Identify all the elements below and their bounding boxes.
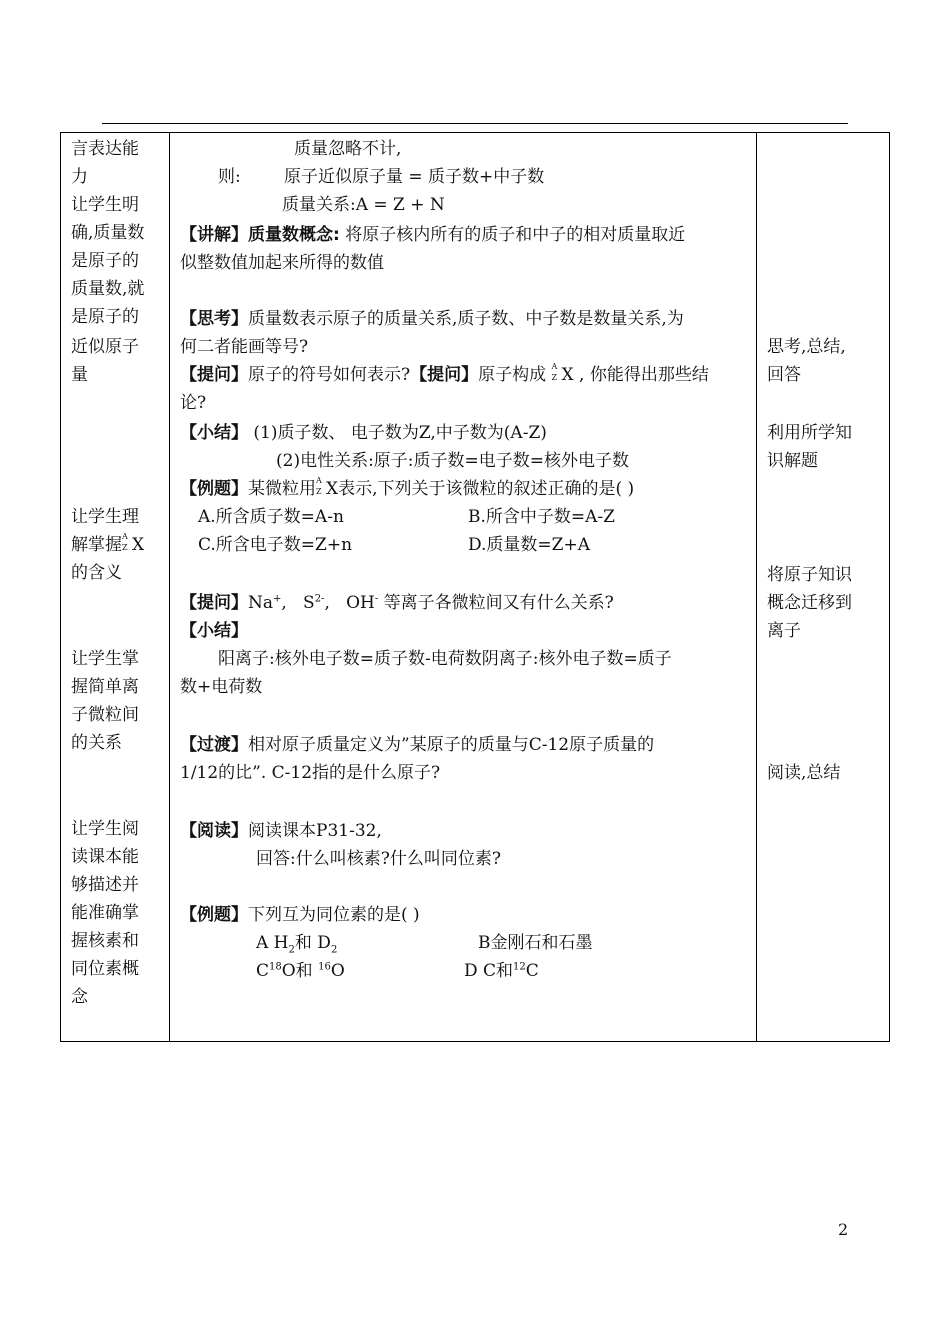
content-line: 似整数值加起来所得的数值 [180, 253, 384, 273]
content-line: 【例题】下列互为同位素的是( ) [180, 905, 420, 925]
activity-text: 利用所学知 [767, 423, 852, 443]
activities-column [757, 133, 890, 1042]
objective-text: 够描述并 [71, 875, 139, 895]
tag-lecture: 【讲解】质量数概念: [180, 225, 340, 245]
lesson-table [60, 132, 890, 1042]
content-line: 【提问】原子的符号如何表示?【提问】原子构成 A Z X , 你能得出那些结 [180, 362, 709, 385]
content-line: 1/12的比”. C-12指的是什么原子? [180, 763, 441, 783]
activity-text: 阅读,总结 [767, 763, 841, 783]
objective-text: 是原子的 [71, 251, 139, 271]
objective-text: 解掌握 A Z X [71, 532, 145, 555]
activity-text: 回答 [767, 365, 801, 385]
objective-text: 让学生明 [71, 195, 139, 215]
option-c: C.所含电子数=Z+n [198, 535, 353, 555]
objective-text: 的含义 [71, 563, 122, 583]
objective-text: 是原子的 [71, 307, 139, 327]
objectives-column [61, 133, 170, 1042]
content-line: 【例题】某微粒用 A Z X表示,下列关于该微粒的叙述正确的是( ) [180, 476, 635, 499]
objective-text: 念 [71, 987, 88, 1007]
page-number: 2 [838, 1220, 849, 1239]
content-line: 阳离子:核外电子数=质子数-电荷数阴离子:核外电子数=质子 [218, 649, 672, 669]
objective-text: 量 [71, 365, 88, 385]
tag-summary: 【小结】 [180, 621, 248, 641]
content-line: 回答:什么叫核素?什么叫同位素? [256, 849, 501, 869]
objective-text: 让学生理 [71, 507, 139, 527]
content-line: 【过渡】相对原子质量定义为”某原子的质量与C-12原子质量的 [180, 735, 655, 755]
option-b: B.所含中子数=A-Z [468, 507, 615, 527]
tag-example: 【例题】 [180, 479, 248, 499]
content-line: 则: [218, 167, 241, 187]
objective-text: 同位素概 [71, 959, 139, 979]
content-line: 【提问】Na+, $S^{2-}$, OH- 等离子各微粒间又有什么关系? [180, 593, 614, 613]
activity-text: 思考,总结, [767, 337, 846, 357]
content-line: 质量关系:A = Z + N [282, 195, 445, 215]
content-line [180, 617, 248, 645]
tag-transition: 【过渡】 [180, 735, 248, 755]
content-line: 质量忽略不计, [294, 139, 402, 159]
content-line: (2)电性关系:原子:质子数=电子数=核外电子数 [276, 451, 630, 471]
option-a: A.所含质子数=A-n [198, 507, 344, 527]
activity-text: 概念迁移到 [767, 593, 852, 613]
objective-text: 能准确掌 [71, 903, 139, 923]
content-line: 【小结】 (1)质子数、 电子数为Z,中子数为(A-Z) [180, 423, 547, 443]
objective-text: 握简单离 [71, 677, 139, 697]
content-column [170, 133, 757, 1042]
objective-text: 确,质量数 [71, 223, 145, 243]
content-line: 何二者能画等号? [180, 337, 309, 357]
objective-text: 读课本能 [71, 847, 139, 867]
objective-text: 近似原子 [71, 337, 139, 357]
tag-question: 【提问】 [180, 593, 248, 613]
objective-text: 力 [71, 167, 88, 187]
option-a: A $H_2$和 $D_2$ [256, 933, 338, 956]
activity-text: 离子 [767, 621, 801, 641]
option-d: D.质量数=Z+A [468, 535, 591, 555]
nuclide-symbol: A Z [316, 476, 322, 496]
objective-text: 的关系 [71, 733, 122, 753]
activity-text: 识解题 [767, 451, 818, 471]
option-b: B金刚石和石墨 [478, 933, 593, 953]
objective-text: 握核素和 [71, 931, 139, 951]
content-line: 【阅读】阅读课本P31-32, [180, 821, 382, 841]
objective-text: 让学生阅 [71, 819, 139, 839]
tag-question: 【提问】 [410, 365, 479, 385]
content-line: 论? [180, 393, 207, 413]
content-line: 【思考】质量数表示原子的质量关系,质子数、中子数是数量关系,为 [180, 309, 684, 329]
tag-reading: 【阅读】 [180, 821, 248, 841]
header-rule [102, 123, 848, 124]
nuclide-symbol: A Z [551, 362, 558, 382]
objective-text: 子微粒间 [71, 705, 139, 725]
option-c: $C^{18}O$和 $^{16}$O [256, 961, 345, 981]
tag-think: 【思考】 [180, 309, 248, 329]
tag-example: 【例题】 [180, 905, 248, 925]
tag-question: 【提问】 [180, 365, 248, 385]
objective-text: 言表达能 [71, 139, 139, 159]
content-line: 【讲解】质量数概念: 将原子核内所有的质子和中子的相对质量取近 [180, 225, 686, 245]
content-line: 原子近似原子量 = 质子数+中子数 [284, 167, 545, 187]
tag-summary: 【小结】 [180, 423, 248, 443]
objective-text: 让学生掌 [71, 649, 139, 669]
activity-text: 将原子知识 [767, 565, 852, 585]
nuclide-symbol: A Z [122, 532, 128, 552]
content-line: 数+电荷数 [180, 677, 263, 697]
option-d: D C和$^{12}$C [464, 961, 539, 981]
objective-text: 质量数,就 [71, 279, 145, 299]
